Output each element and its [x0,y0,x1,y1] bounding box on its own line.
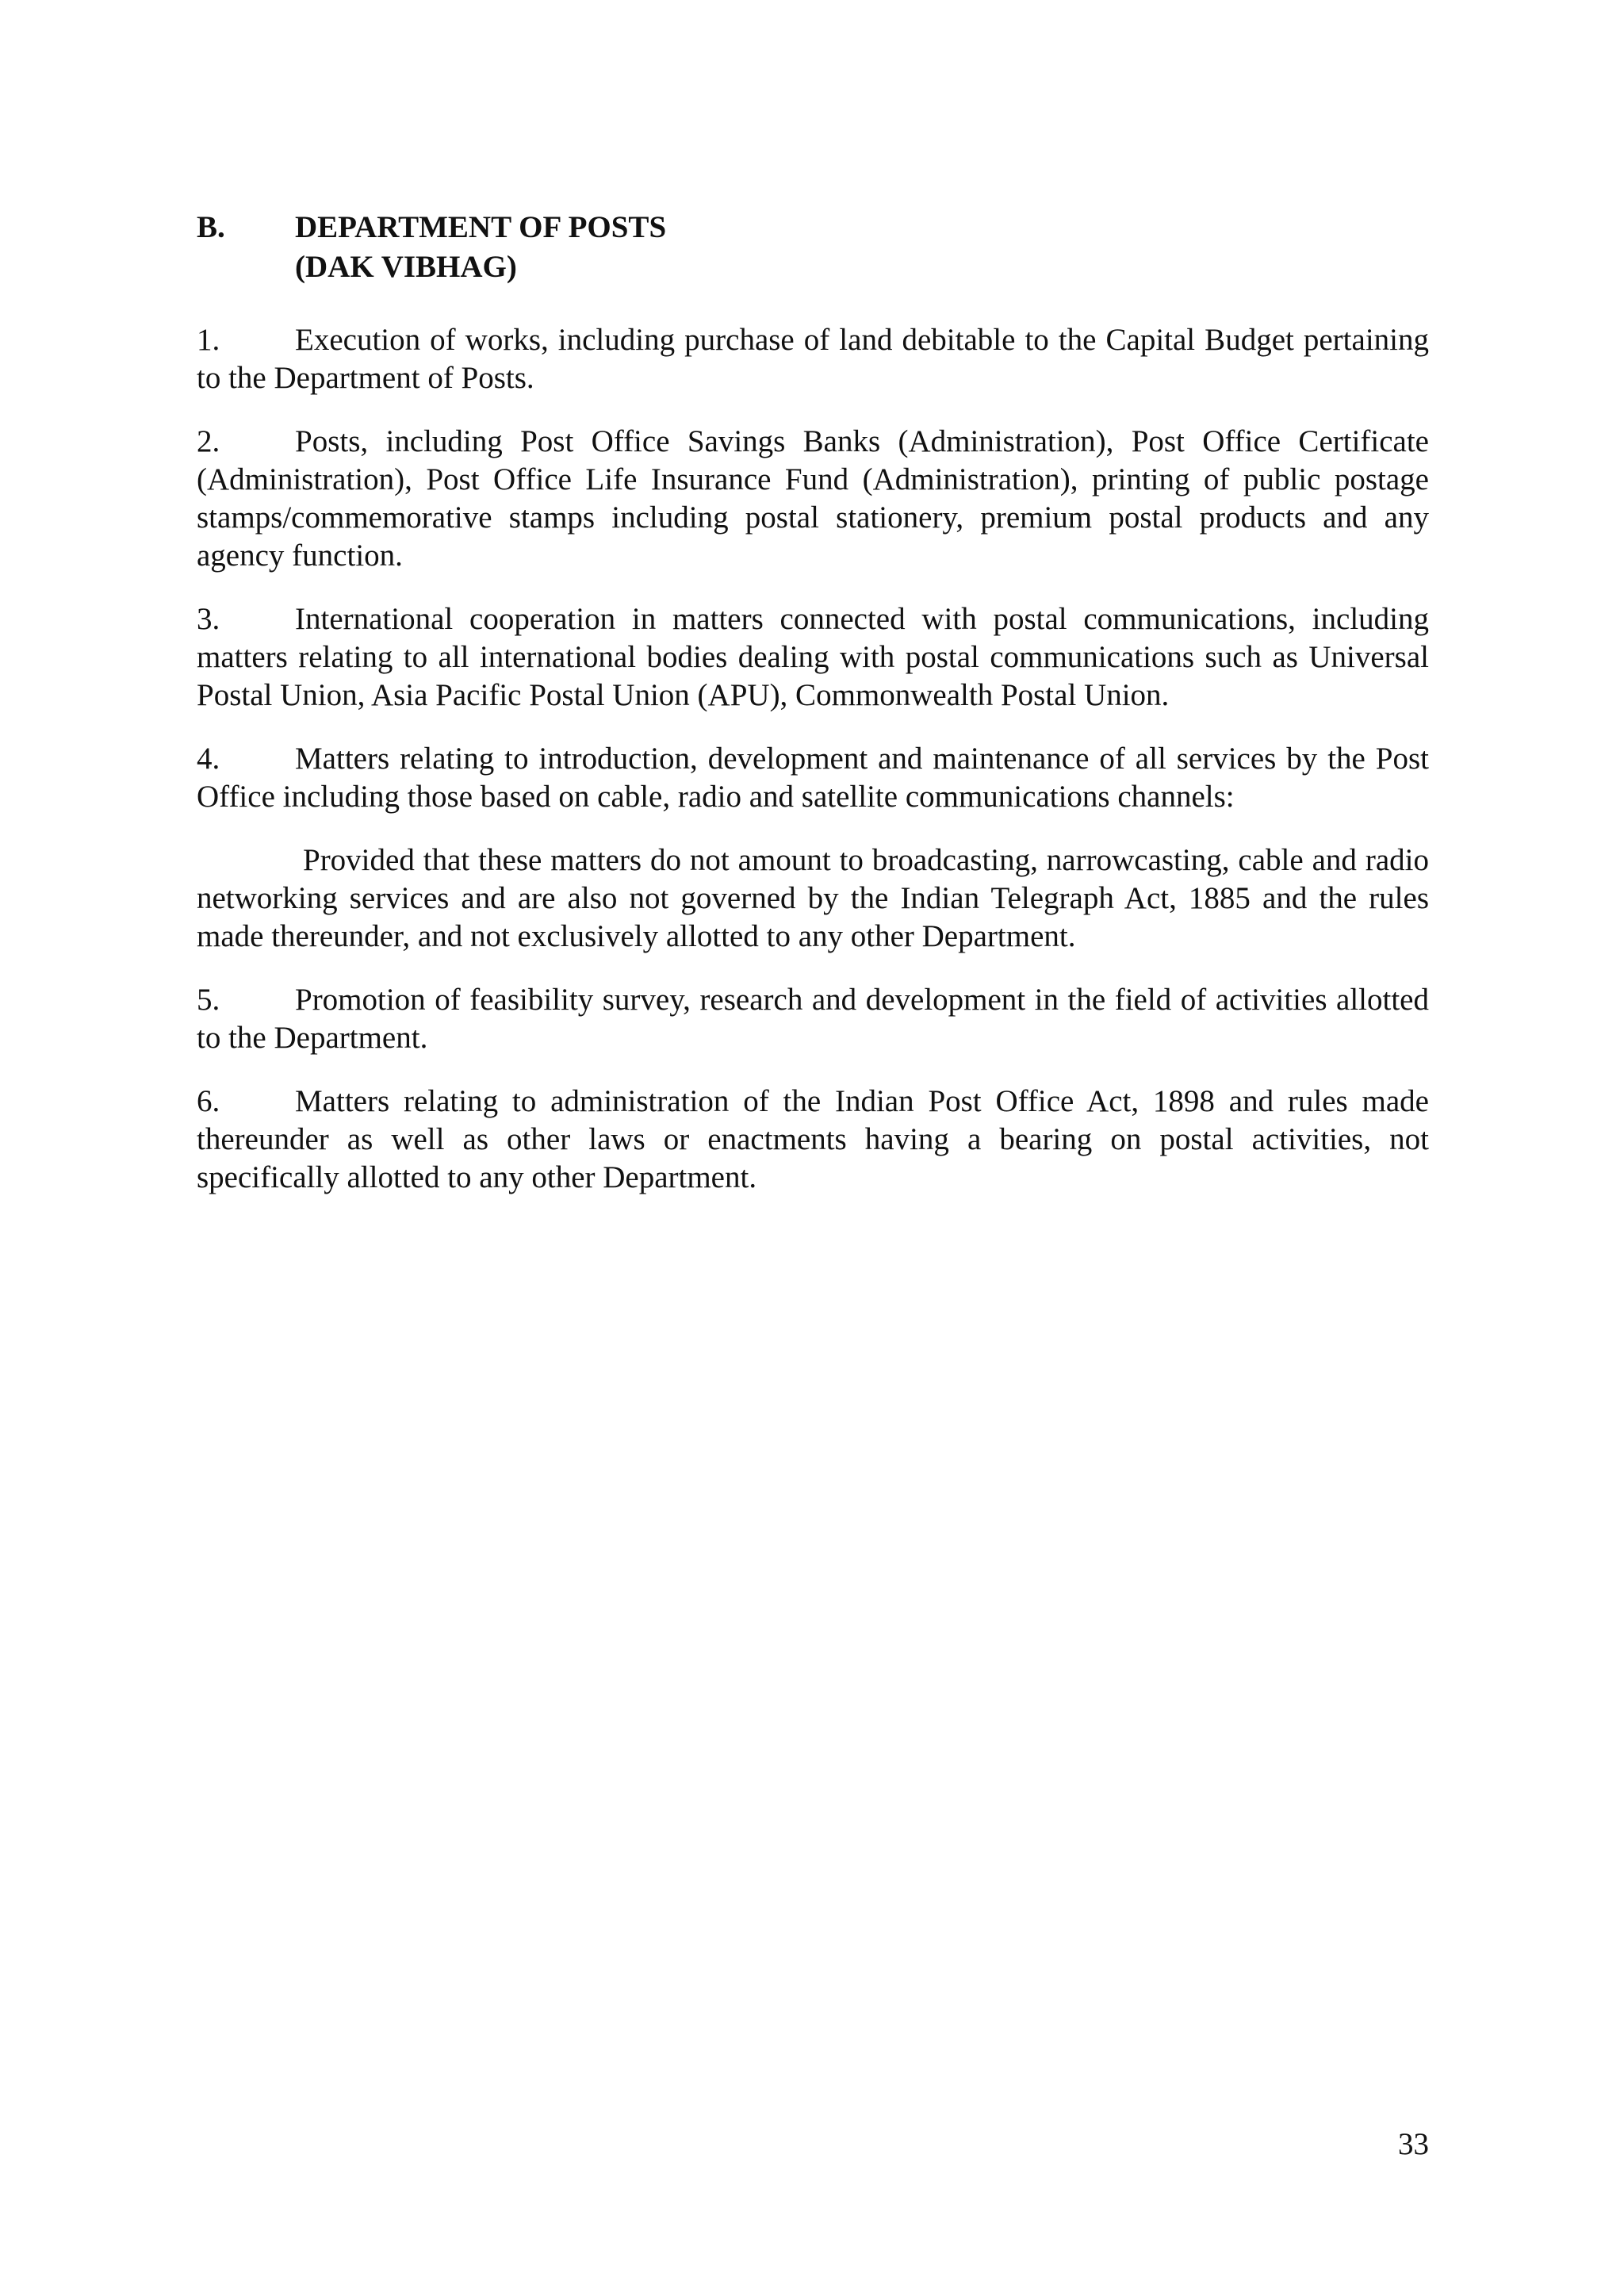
item-number: 2. [197,424,220,458]
page-number: 33 [1398,2127,1429,2161]
section-heading [197,208,1434,287]
item-text: Promotion of feasibility survey, research and development in the field of activities allotted to the Department. [197,983,1429,1055]
item-number: 3. [197,602,220,636]
list-item [197,600,1429,715]
items-list [197,321,1429,1222]
proviso-paragraph: Provided that these matters do not amount to broadcasting, narrowcasting, cable and radio networking services and are also not governed by the Indian Telegraph Act, 1885 and the rules made thereunder, and not exclusively allotted to any other Department. [197,843,1429,953]
section-letter: B. [197,210,225,244]
item-number: 1. [197,323,220,357]
list-item [197,740,1429,816]
item-text: Posts, including Post Office Savings Banks (Administration), Post Office Certificate (Administration), Post Office Life Insurance Fund (Administration), printing of public postage stamps/commemorative stamps including postal stationery, premium postal products and any agency function. [197,424,1429,573]
section-title: DEPARTMENT OF POSTS [295,210,667,244]
list-item [197,1083,1429,1197]
list-item [197,321,1429,397]
section-subtitle: (DAK VIBHAG) [295,250,517,284]
item-number: 4. [197,742,220,776]
item-text: International cooperation in matters connected with postal communications, including matters relating to all international bodies dealing with postal communications such as Universal Postal Union, Asia Pacific Postal Union (APU), Commonwealth Postal Union. [197,602,1429,712]
item-number: 5. [197,983,220,1017]
item-text: Execution of works, including purchase of land debitable to the Capital Budget pertaining to the Department of Posts. [197,323,1429,395]
item-text: Matters relating to administration of the Indian Post Office Act, 1898 and rules made thereunder as well as other laws or enactments having a bearing on postal activities, not specifically allotted to any other Department. [197,1084,1429,1194]
item-number: 6. [197,1084,220,1118]
list-item [197,423,1429,575]
list-item [197,981,1429,1057]
item-text: Matters relating to introduction, development and maintenance of all services by the Post Office including those based on cable, radio and satellite communications channels: [197,742,1429,814]
